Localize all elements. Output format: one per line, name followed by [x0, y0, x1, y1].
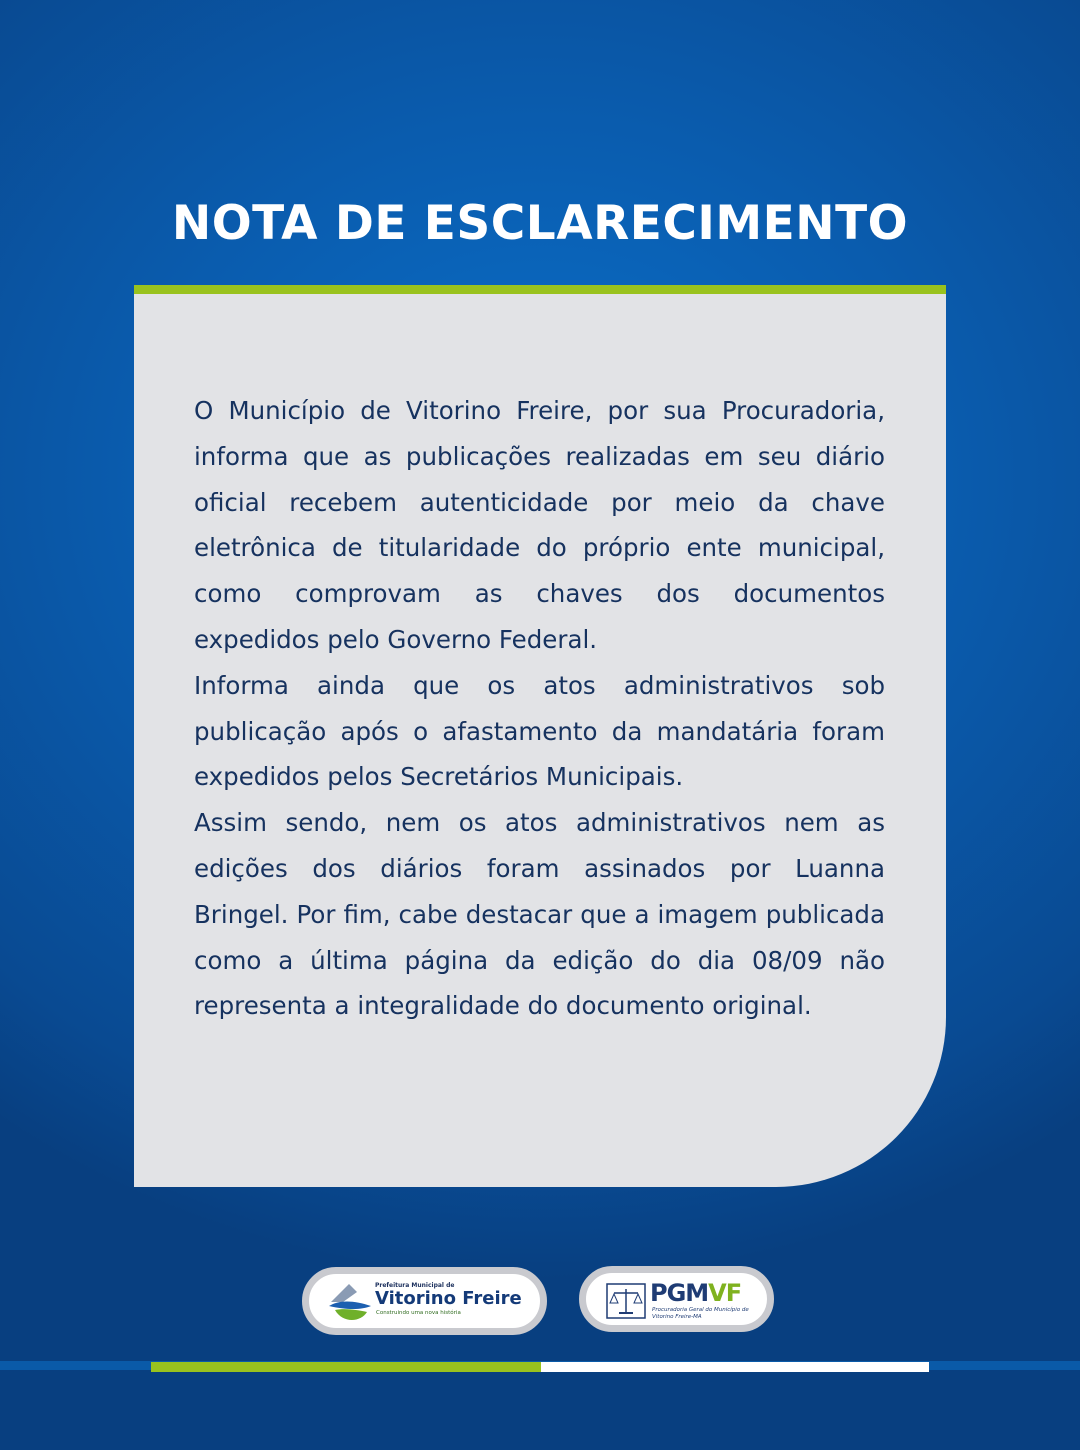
vitorino-freire-logo	[302, 1267, 547, 1335]
statement-card	[134, 285, 946, 1187]
pgmvf-subtitle-label: Procuradoria Geral do Município de Vitorino Freire-MA	[652, 1307, 749, 1320]
statement-paragraph: Assim sendo, nem os atos administrativos nem as edições dos diários foram assinados por Luanna Bringel. Por fim, cabe destacar que a imagem publicada como a última página da edição do dia 08/09 não representa a integralidade do documento original.	[194, 808, 885, 1021]
vitorino-tagline-label: Construindo uma nova história	[376, 1310, 461, 1316]
pgmvf-name-accent: VF	[708, 1279, 742, 1307]
statement-paragraph: O Município de Vitorino Freire, por sua Procuradoria, informa que as publicações realizadas em seu diário oficial recebem autenticidade por meio da chave eletrônica de titularidade do próprio ente municipal, como comprovam as chaves dos documentos expedidos pelo Governo Federal.	[194, 396, 885, 654]
statement-paragraph: Informa ainda que os atos administrativos sob publicação após o afastamento da mandatária foram expedidos pelos Secretários Municipais.	[194, 670, 885, 792]
vitorino-prefeitura-label: Prefeitura Municipal de	[375, 1282, 455, 1289]
pgmvf-name-label	[650, 1279, 741, 1307]
pgmvf-logo	[579, 1266, 774, 1332]
statement-body	[194, 388, 885, 1029]
scales-of-justice-icon	[606, 1283, 646, 1319]
vitorino-freire-emblem-icon	[327, 1280, 373, 1326]
footer-bar-green	[151, 1362, 541, 1372]
vitorino-name-label: Vitorino Freire	[375, 1288, 522, 1309]
page-title: NOTA DE ESCLARECIMENTO	[171, 196, 909, 251]
footer-bar-white	[541, 1362, 929, 1372]
pgmvf-name-main: PGM	[650, 1279, 709, 1307]
